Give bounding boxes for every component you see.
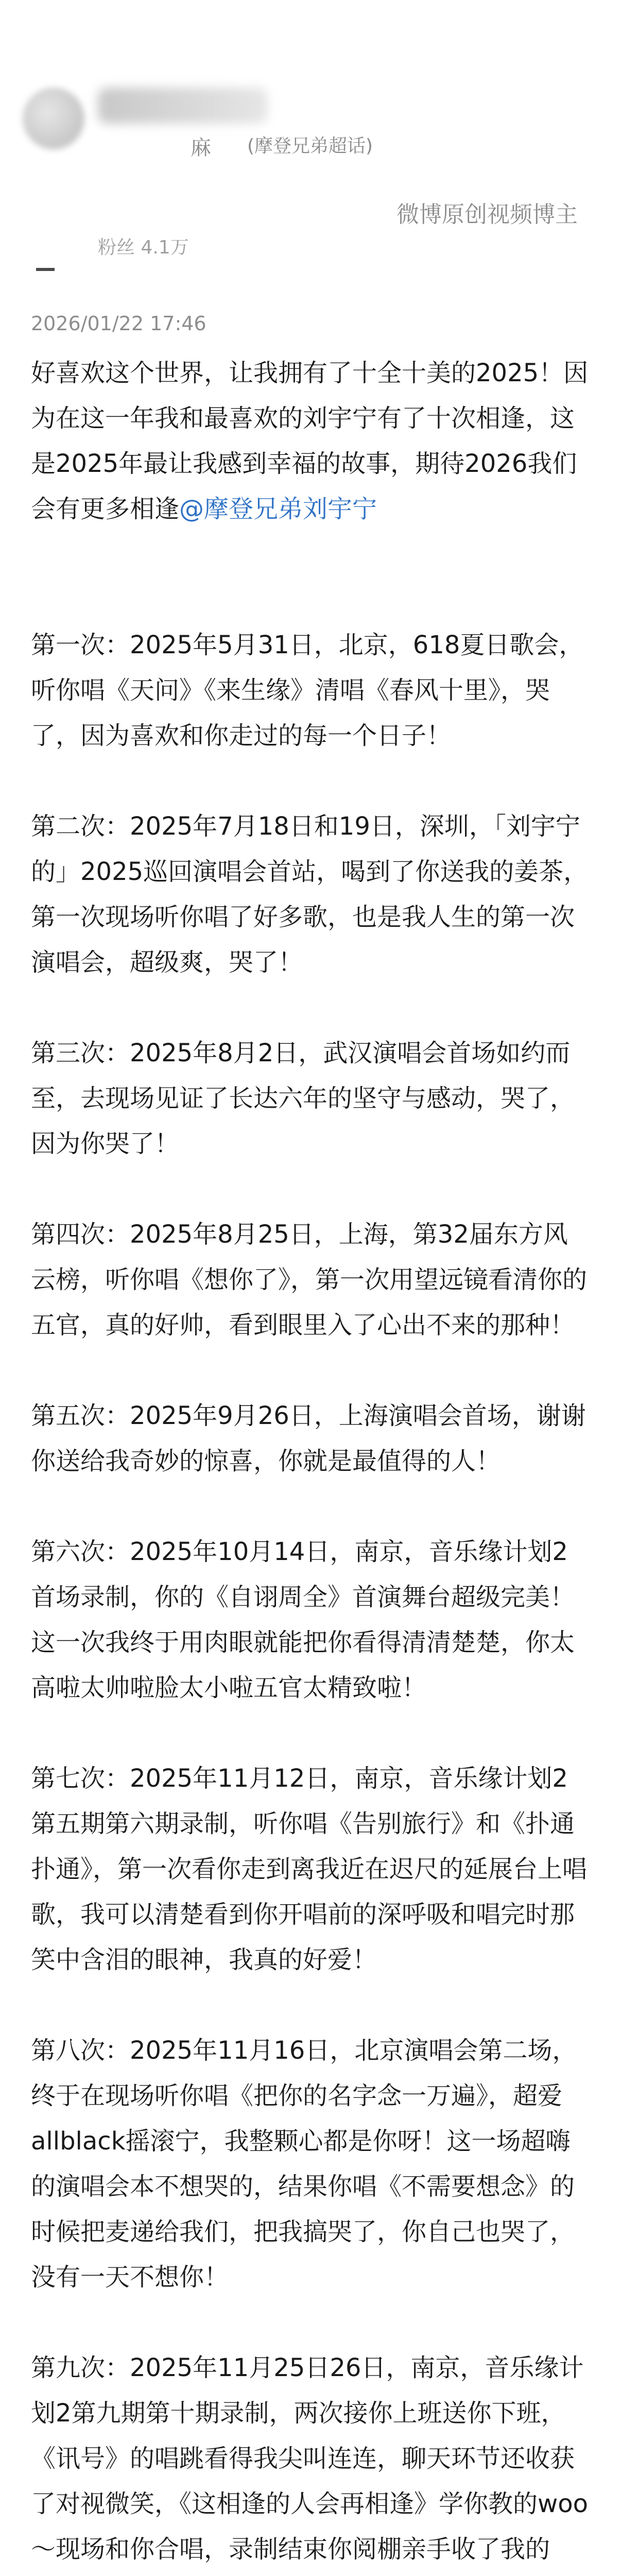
super-topic-label[interactable]: (摩登兄弟超话) — [247, 135, 373, 157]
username-suffix: 麻 — [191, 136, 211, 160]
list-item: 第四次：2025年8月25日，上海，第32届东方风云榜，听你唱《想你了》，第一次用望远镜看清你的五官，真的好帅，看到眼里入了心出不来的那种！ — [31, 1220, 588, 1340]
post-date: 2026/01/22 17:46 — [31, 312, 206, 335]
list-item: 第八次：2025年11月16日，北京演唱会第二场，终于在现场听你唱《把你的名字念一万遍》，超爱allblack摇滚宁，我整颗心都是你呀！这一场超嗨的演唱会本不想哭的，结果你唱《不需要想念》的时候把麦递给我们，把我搞哭了，你自己也哭了，没有一天不想你！ — [31, 2036, 577, 2292]
decorative-marker — [36, 268, 55, 280]
list-item: 第七次：2025年11月12日，南京，音乐缘计划2第五期第六期录制，听你唱《告别旅行》和《扑通扑通》，第一次看你走到离我近在迟尺的延展台上唱歌，我可以清楚看到你开唱前的深呼吸和唱完时那笑中含泪的眼神，我真的好爱！ — [31, 1764, 588, 1974]
post-content — [31, 350, 590, 2576]
post-header — [0, 0, 621, 335]
username-blurred[interactable] — [98, 88, 268, 124]
intro-text: 好喜欢这个世界，让我拥有了十全十美的2025！因为在这一年我和最喜欢的刘宇宁有了十次相逢，这是2025年最让我感到幸福的故事，期待2026我们会有更多相逢 — [31, 359, 589, 523]
list-item: 第五次：2025年9月26日，上海演唱会首场，谢谢你送给我奇妙的惊喜，你就是最值得的人！ — [31, 1401, 586, 1476]
fans-count: 粉丝 4.1万 — [98, 237, 189, 258]
verified-label: 微博原创视频博主 — [396, 201, 578, 228]
post-intro — [31, 350, 590, 532]
list-item: 第一次：2025年5月31日，北京，618夏日歌会，听你唱《天问》《来生缘》清唱《春风十里》，哭了，因为喜欢和你走过的每一个日子！ — [31, 631, 584, 750]
list-item: 第二次：2025年7月18日和19日，深圳，「刘宇宁的」2025巡回演唱会首站，喝到了你送我的姜茶，第一次现场听你唱了好多歌，也是我人生的第一次演唱会，超级爽，哭了！ — [31, 812, 589, 977]
list-item: 第九次：2025年11月25日26日，南京，音乐缘计划2第九期第十期录制，两次接你上班送你下班，《讯号》的唱跳看得我尖叫连连，聊天环节还收获了对视微笑，《这相逢的人会再相逢》学你教的woo～现场和你合唱，录制结束你阅棚亲手收了我的 — [31, 2353, 588, 2564]
avatar[interactable] — [23, 88, 84, 149]
mention-link[interactable]: @摩登兄弟刘宇宁 — [179, 495, 377, 523]
list-item: 第六次：2025年10月14日，南京，音乐缘计划2首场录制，你的《自诩周全》首演舞台超级完美！这一次我终于用肉眼就能把你看得清清楚楚，你太高啦太帅啦脸太小啦五官太精致啦！ — [31, 1537, 575, 1702]
list-item: 第三次：2025年8月2日，武汉演唱会首场如约而至，去现场见证了长达六年的坚守与感动，哭了，因为你哭了！ — [31, 1039, 575, 1158]
